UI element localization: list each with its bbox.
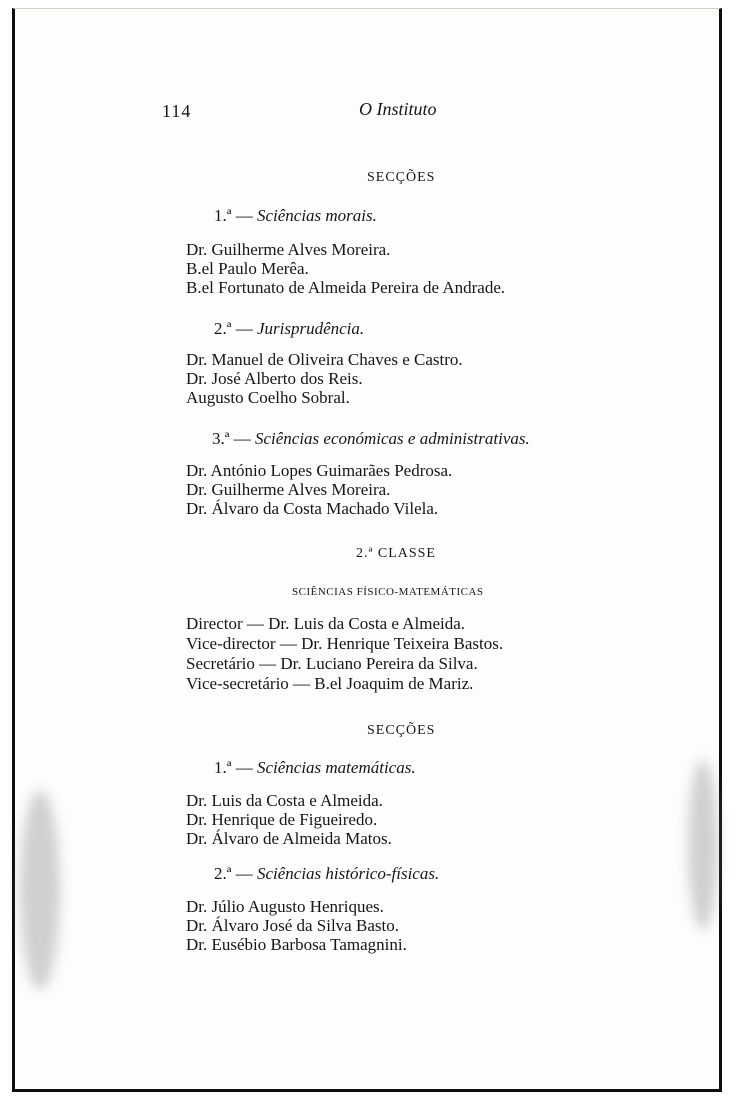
officer-entry: Secretário — Dr. Luciano Pereira da Silva. <box>186 654 478 673</box>
member-entry: Dr. Álvaro de Almeida Matos. <box>186 829 392 848</box>
member-entry: Dr. Júlio Augusto Henriques. <box>186 897 384 916</box>
sections-heading: SECÇÕES <box>367 723 436 738</box>
section-number: 3.ª — <box>212 429 251 448</box>
class-subheading: SCIÊNCIAS FÍSICO-MATEMÁTICAS <box>292 586 484 598</box>
section-name: Sciências matemáticas. <box>256 758 416 777</box>
member-entry: Dr. Álvaro da Costa Machado Vilela. <box>186 499 439 518</box>
section-name: Jurisprudência. <box>256 319 365 338</box>
section-title <box>214 758 416 778</box>
member-entry: Dr. Manuel de Oliveira Chaves e Castro. <box>186 350 463 369</box>
member-entry: B.el Fortunato de Almeida Pereira de Andrade. <box>186 278 506 297</box>
member-entry: Dr. António Lopes Guimarães Pedrosa. <box>186 461 453 480</box>
officer-entry: Director — Dr. Luis da Costa e Almeida. <box>186 614 466 633</box>
officer-entry: Vice-secretário — B.el Joaquim de Mariz. <box>186 674 474 693</box>
member-entry: Dr. Guilherme Alves Moreira. <box>186 240 391 259</box>
page-stain-right <box>688 760 718 930</box>
member-entry: Dr. José Alberto dos Reis. <box>186 369 363 388</box>
class-heading: 2.ª CLASSE <box>356 546 436 561</box>
member-entry: Dr. Álvaro José da Silva Basto. <box>186 916 399 935</box>
member-entry: Augusto Coelho Sobral. <box>186 388 350 407</box>
section-name: Sciências histórico-físicas. <box>256 864 440 883</box>
page-stain-left <box>20 790 60 990</box>
section-name: Sciências morais. <box>256 206 377 225</box>
section-title <box>214 206 377 226</box>
member-entry: Dr. Luis da Costa e Almeida. <box>186 791 383 810</box>
section-number: 2.ª — <box>214 319 253 338</box>
member-entry: B.el Paulo Merêa. <box>186 259 309 278</box>
section-number: 2.ª — <box>214 864 253 883</box>
member-entry: Dr. Henrique de Figueiredo. <box>186 810 378 829</box>
member-entry: Dr. Eusébio Barbosa Tamagnini. <box>186 935 407 954</box>
section-title <box>212 429 530 449</box>
section-number: 1.ª — <box>214 206 253 225</box>
member-entry: Dr. Guilherme Alves Moreira. <box>186 480 391 499</box>
section-number: 1.ª — <box>214 758 253 777</box>
sections-heading: SECÇÕES <box>367 170 436 185</box>
section-name: Sciências económicas e administrativas. <box>254 429 530 448</box>
running-title: O Instituto <box>359 99 437 119</box>
section-title <box>214 319 364 339</box>
officer-entry: Vice-director — Dr. Henrique Teixeira Bastos. <box>186 634 504 653</box>
page-number: 114 <box>162 101 192 121</box>
section-title <box>214 864 439 884</box>
